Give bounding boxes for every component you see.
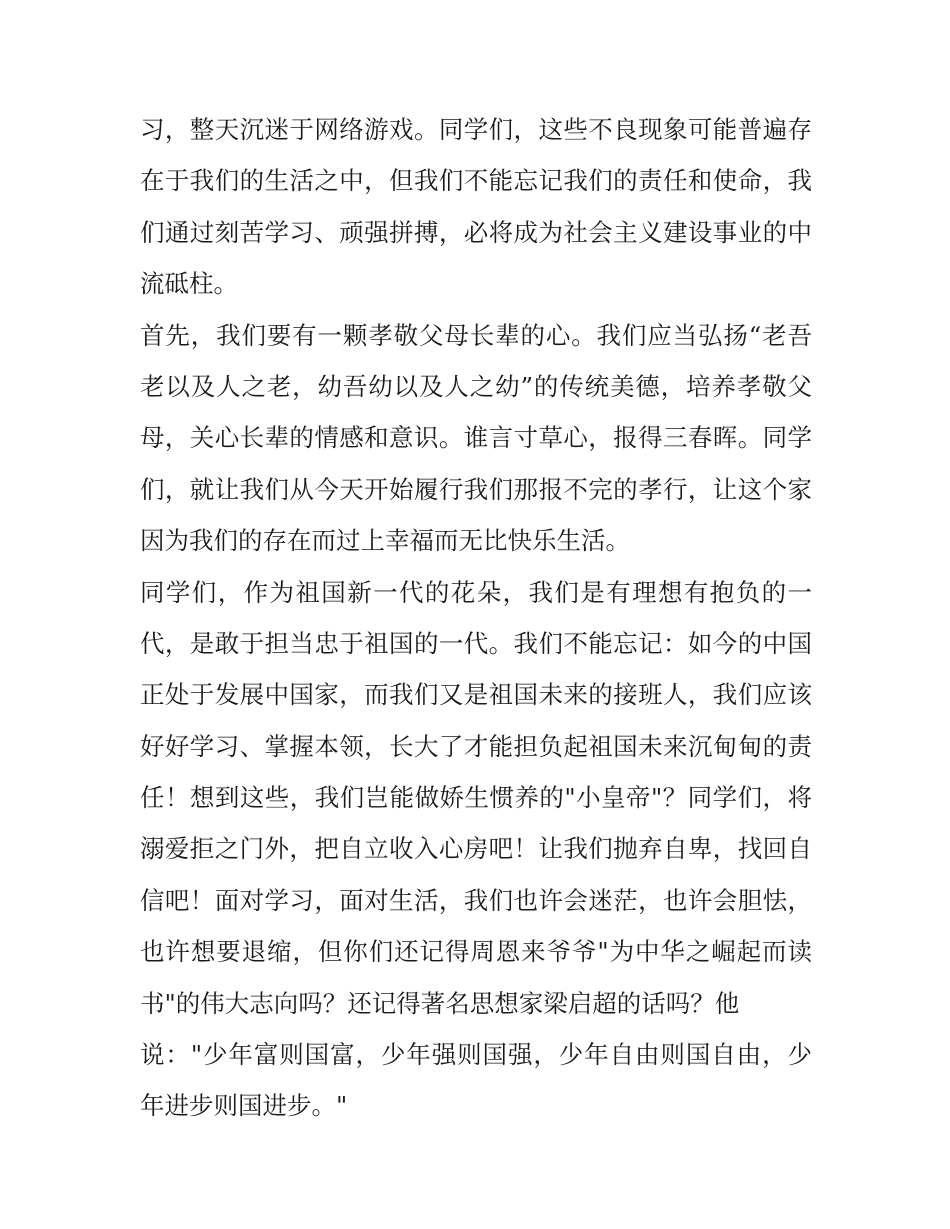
text-line: 信吧！面对学习，面对生活，我们也许会迷茫，也许会胆怯，	[140, 885, 812, 915]
text-line: 在于我们的生活之中，但我们不能忘记我们的责任和使命，我	[140, 166, 812, 196]
text-line: 好好学习、掌握本领，长大了才能担负起祖国未来沉甸甸的责	[140, 731, 812, 761]
text-line: 溺爱拒之门外，把自立收入心房吧！让我们抛弃自卑，找回自	[140, 834, 812, 864]
text-line: 流砥柱。	[140, 269, 238, 299]
text-line: 首先，我们要有一颗孝敬父母长辈的心。我们应当弘扬“老吾	[140, 320, 812, 350]
text-line: 说："少年富则国富，少年强则国强，少年自由则国自由，少	[140, 1040, 812, 1070]
paragraph	[140, 310, 812, 567]
text-line: 们通过刻苦学习、顽强拼搏，必将成为社会主义建设事业的中	[140, 217, 812, 247]
text-line: 代，是敢于担当忠于祖国的一代。我们不能忘记：如今的中国	[140, 628, 812, 658]
text-line: 因为我们的存在而过上幸福而无比快乐生活。	[140, 526, 630, 556]
text-line: 母，关心长辈的情感和意识。谁言寸草心，报得三春晖。同学	[140, 423, 812, 453]
text-line: 老以及人之老，幼吾幼以及人之幼”的传统美德，培养孝敬父	[140, 371, 812, 401]
text-line: 正处于发展中国家，而我们又是祖国未来的接班人，我们应该	[140, 680, 812, 710]
text-line: 也许想要退缩，但你们还记得周恩来爷爷"为中华之崛起而读	[140, 937, 812, 967]
paragraph	[140, 104, 812, 310]
text-line: 同学们，作为祖国新一代的花朵，我们是有理想有抱负的一	[140, 577, 812, 607]
document-body	[140, 104, 812, 1132]
text-line: 年进步则国进步。"	[140, 1091, 348, 1121]
text-line: 们，就让我们从今天开始履行我们那报不完的孝行，让这个家	[140, 474, 812, 504]
text-line: 任！想到这些，我们岂能做娇生惯养的"小皇帝"？同学们，将	[140, 783, 812, 813]
text-line: 书"的伟大志向吗？还记得著名思想家梁启超的话吗？他	[140, 988, 740, 1018]
text-line: 习，整天沉迷于网络游戏。同学们，这些不良现象可能普遍存	[140, 115, 812, 144]
paragraph	[140, 567, 812, 1132]
